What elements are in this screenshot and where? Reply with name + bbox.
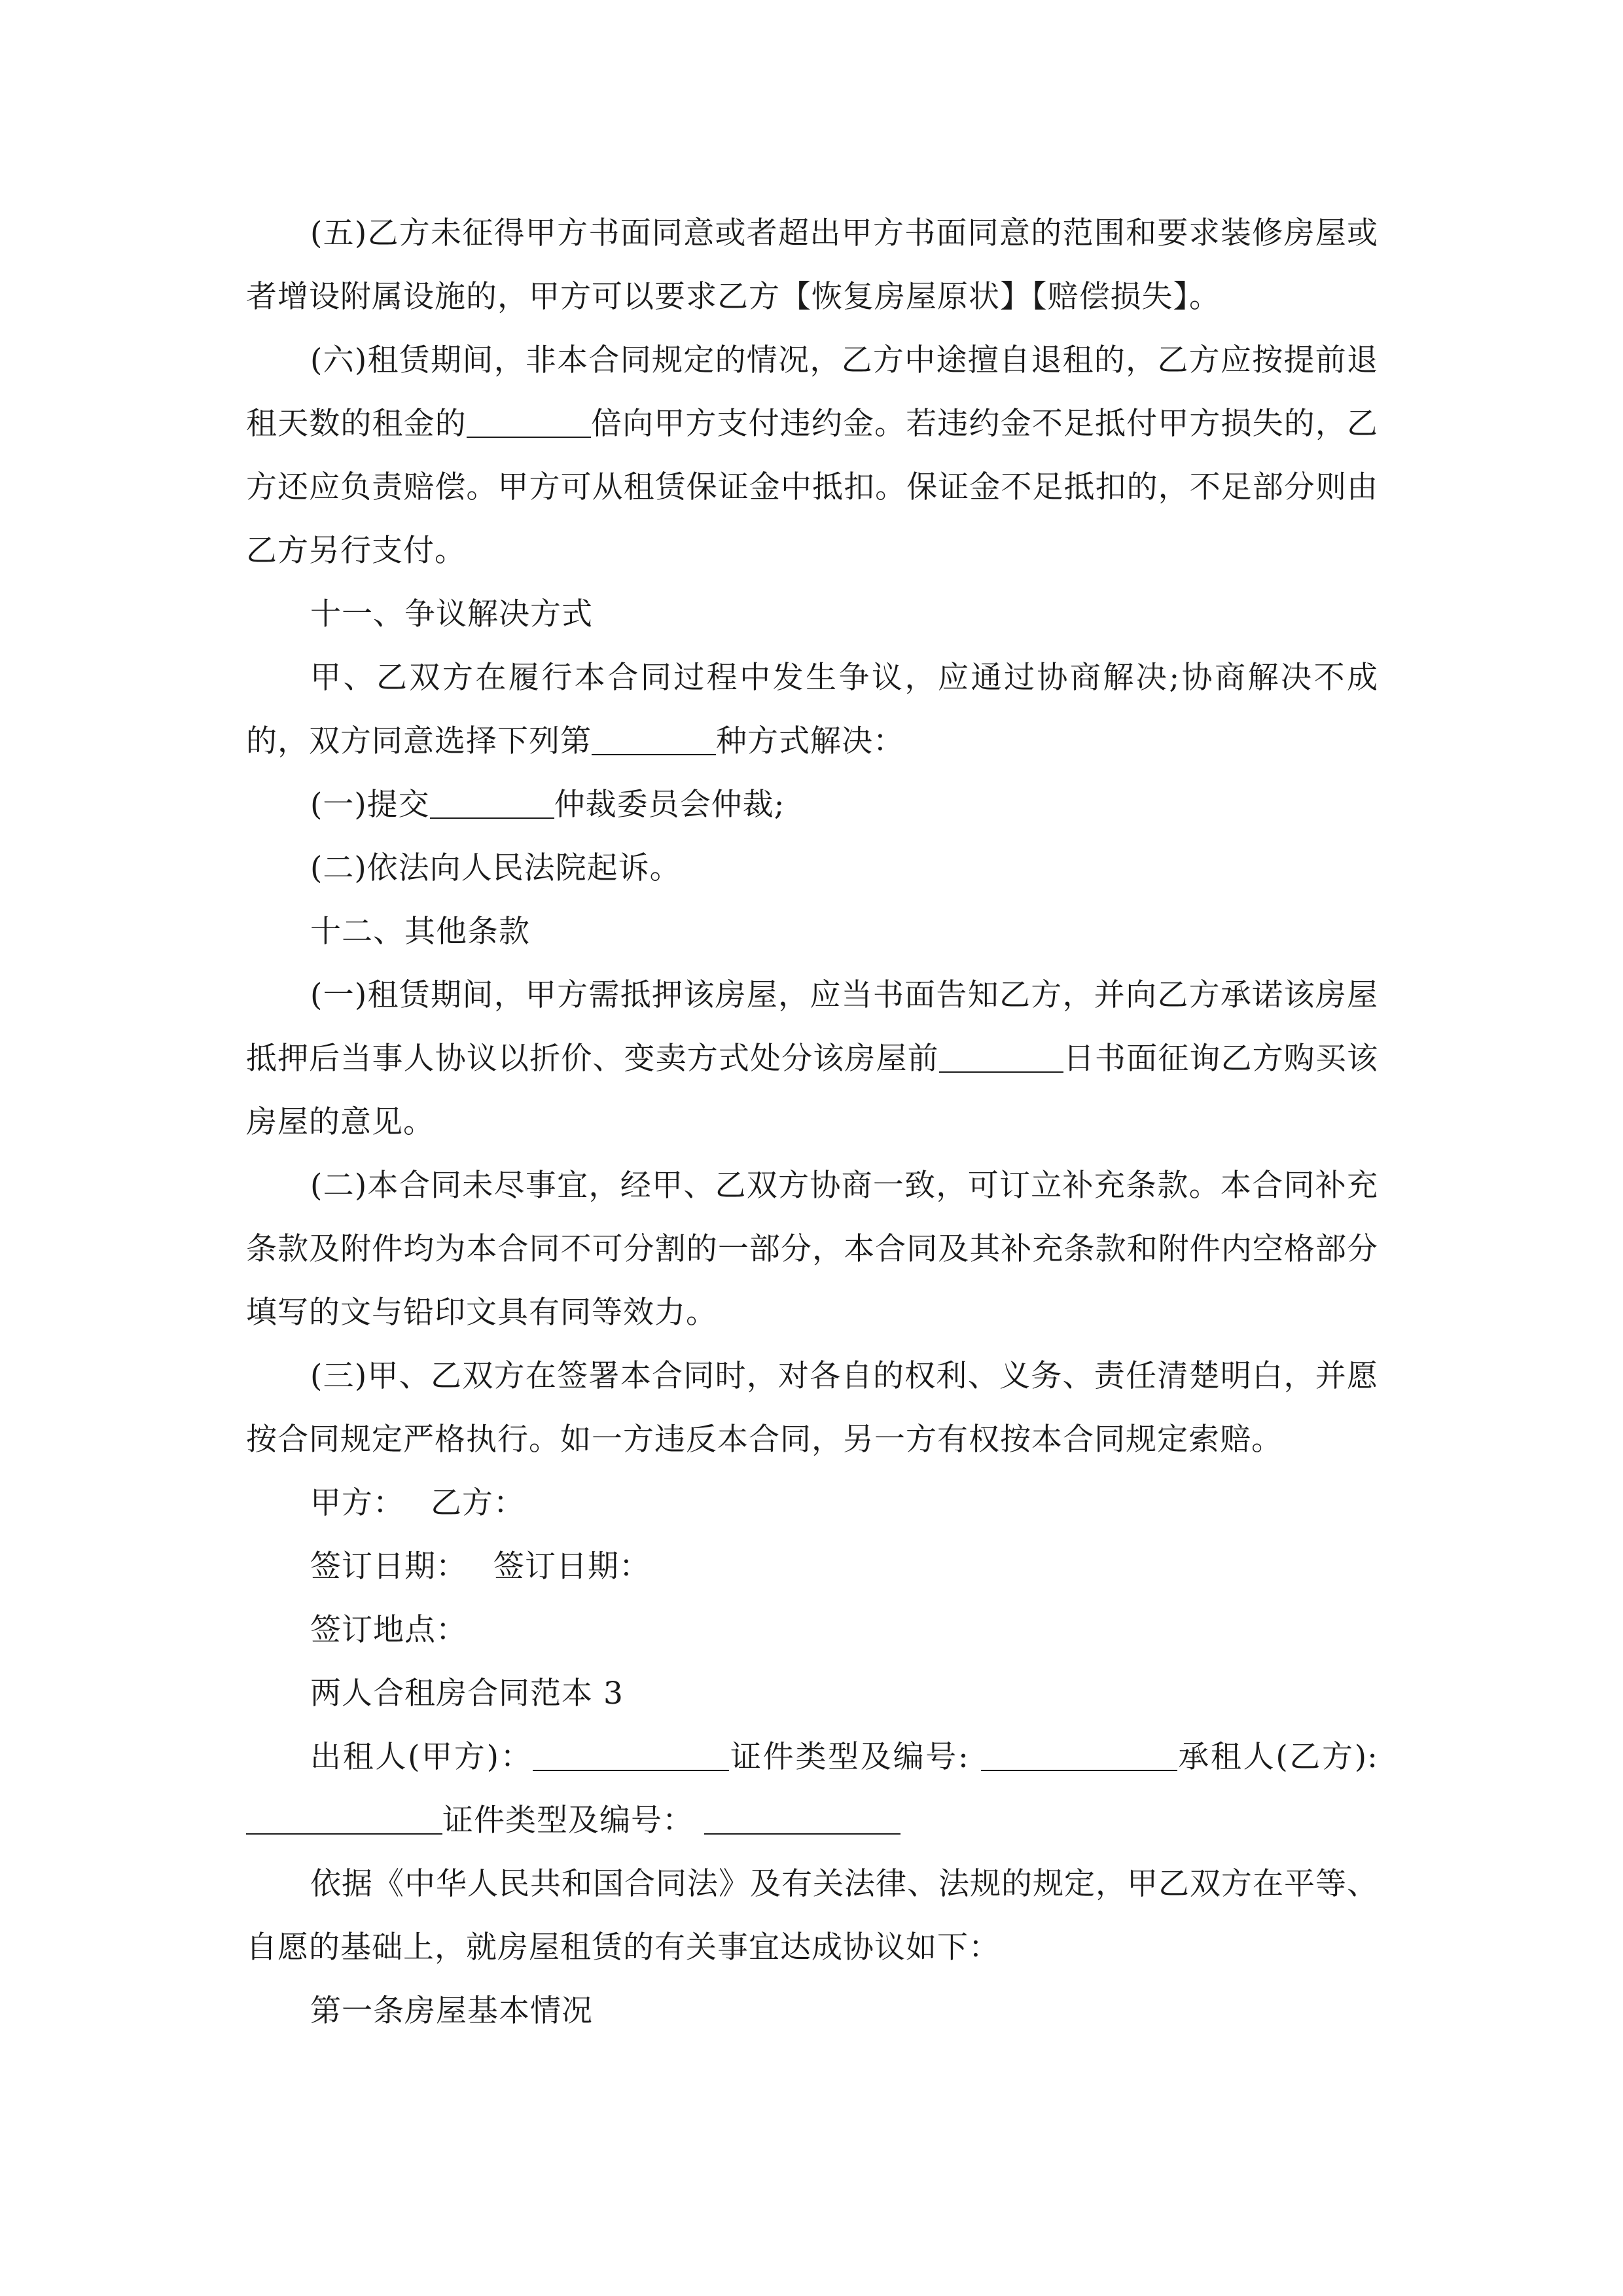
article-1-heading: 第一条房屋基本情况 xyxy=(310,1993,593,2029)
blank-field xyxy=(430,787,554,819)
dispute-option-2: (二)依法向人民法院起诉。 xyxy=(310,850,681,886)
party-info: 出租人(甲方)： 证件类型及编号: 承租人(乙方): 证件类型及编号： xyxy=(246,1725,1378,1852)
signature-parties: 甲方： 乙方： xyxy=(310,1485,525,1521)
blank-field xyxy=(981,1739,1177,1771)
signature-dates: 签订日期： 签订日期： xyxy=(310,1549,651,1585)
document-body xyxy=(246,202,1378,2043)
blank-field xyxy=(704,1803,901,1835)
signature-place: 签订地点： xyxy=(310,1612,467,1648)
blank-field xyxy=(246,1803,442,1835)
clause-5: (五)乙方未征得甲方书面同意或者超出甲方书面同意的范围和要求装修房屋或者增设附属设施的，甲方可以要求乙方【恢复房屋原状】【赔偿损失】。 xyxy=(246,215,1378,315)
dispute-option-1: (一)提交 仲裁委员会仲裁; xyxy=(310,787,785,823)
legal-basis: 依据《中华人民共和国合同法》及有关法律、法规的规定，甲乙双方在平等、自愿的基础上，就房屋租赁的有关事宜达成协议如下： xyxy=(246,1866,1378,1965)
other-clause-2: (二)本合同未尽事宜，经甲、乙双方协商一致，可订立补充条款。本合同补充条款及附件均为本合同不可分割的一部分，本合同及其补充条款和附件内空格部分填写的文与铅印文具有同等效力。 xyxy=(246,1168,1378,1331)
blank-field xyxy=(533,1739,729,1771)
other-clause-3: (三)甲、乙双方在签署本合同时，对各自的权利、义务、责任清楚明白，并愿按合同规定严格执行。如一方违反本合同，另一方有权按本合同规定索赔。 xyxy=(246,1358,1378,1458)
blank-field xyxy=(467,406,591,438)
section-heading-11: 十一、争议解决方式 xyxy=(310,596,593,632)
section-heading-12: 十二、其他条款 xyxy=(310,914,530,950)
contract-title-3: 两人合租房合同范本 3 xyxy=(310,1676,624,1712)
clause-6: (六)租赁期间，非本合同规定的情况，乙方中途擅自退租的，乙方应按提前退租天数的租金的 倍向甲方支付违约金。若违约金不足抵付甲方损失的，乙方还应负责赔偿。甲方可从租赁保证金中抵扣。保证金不足抵扣的，不足部分则由乙方另行支付。 xyxy=(246,342,1378,569)
other-clause-1: (一)租赁期间，甲方需抵押该房屋，应当书面告知乙方，并向乙方承诺该房屋抵押后当事人协议以折价、变卖方式处分该房屋前 日书面征询乙方购买该房屋的意见。 xyxy=(246,977,1378,1140)
blank-field xyxy=(592,723,716,755)
blank-field xyxy=(939,1041,1063,1073)
dispute-paragraph: 甲、乙双方在履行本合同过程中发生争议，应通过协商解决;协商解决不成的，双方同意选择下列第 种方式解决： xyxy=(246,660,1378,759)
